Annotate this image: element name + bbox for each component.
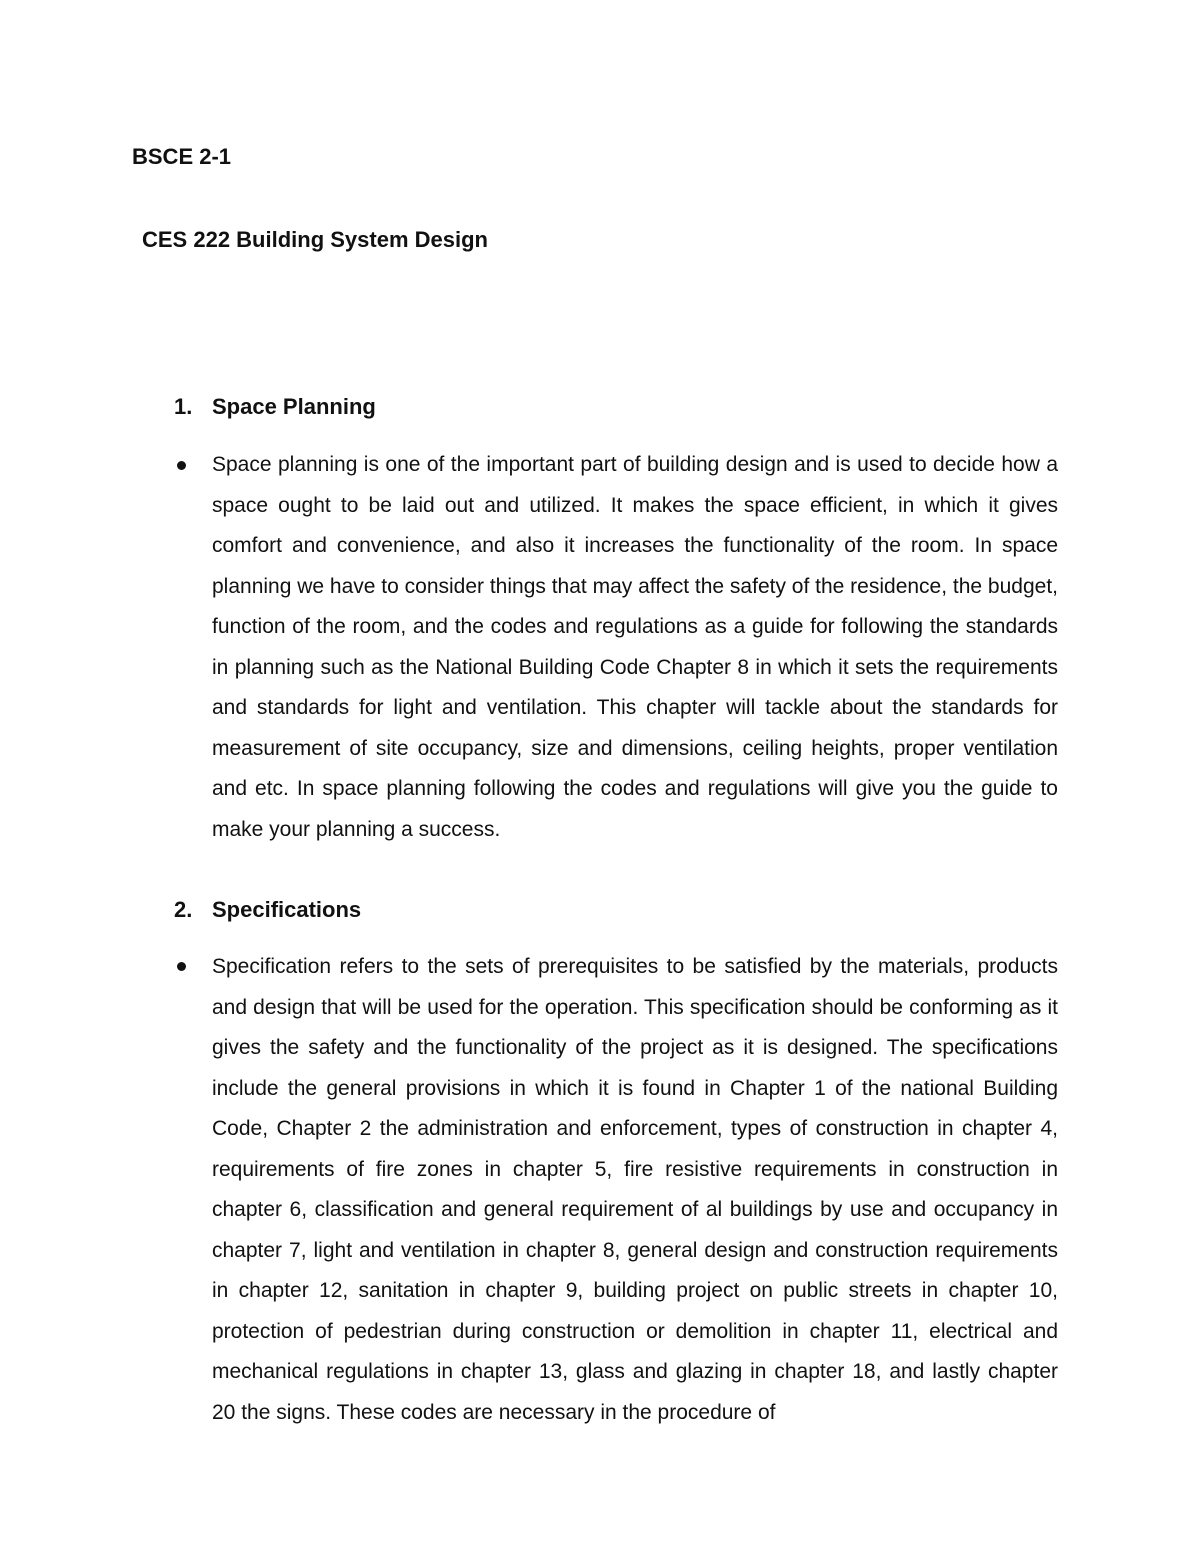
bullet-icon [177,461,186,470]
paragraph-space-planning: Space planning is one of the important part of building design and is used to decide how a space ought to be laid out and utilized. It makes the space efficient, in which it gives comfort and convenience, and also it increases the functionality of the room. In space planning we have to consider things that may affect the safety of the residence, the budget, function of the room, and the codes and regulations as a guide for following the standards in planning such as the National Building Code Chapter 8 in which it sets the requirements and standards for light and ventilation. This chapter will tackle about the standards for measurement of site occupancy, size and dimensions, ceiling heights, proper ventilation and etc. In space planning following the codes and regulations will give you the guide to make your planning a success. [212,453,1058,841]
section-number: 1. [174,394,193,419]
section-number: 2. [174,897,193,922]
section-title: Space Planning [212,394,376,419]
course-title: CES 222 Building System Design [142,227,488,252]
class-code: BSCE 2-1 [132,144,232,169]
section-heading-specifications [174,896,361,924]
section-heading-space-planning [174,393,376,421]
section-title: Specifications [212,897,362,922]
paragraph-specifications: Specification refers to the sets of prerequisites to be satisfied by the materials, products and design that will be used for the operation. This specification should be conforming as it gives the safety and the functionality of the project as it is designed. The specifications include the general provisions in which it is found in Chapter 1 of the national Building Code, Chapter 2 the administration and enforcement, types of construction in chapter 4, requirements of fire zones in chapter 5, fire resistive requirements in construction in chapter 6, classification and general requirement of al buildings by use and occupancy in chapter 7, light and ventilation in chapter 8, general design and construction requirements in chapter 12, sanitation in chapter 9, building project on public streets in chapter 10, protection of pedestrian during construction or demolition in chapter 11, electrical and mechanical regulations in chapter 13, glass and glazing in chapter 18, and lastly chapter 20 the signs. These codes are necessary in the procedure of [212,955,1058,1424]
bullet-icon [177,962,186,971]
